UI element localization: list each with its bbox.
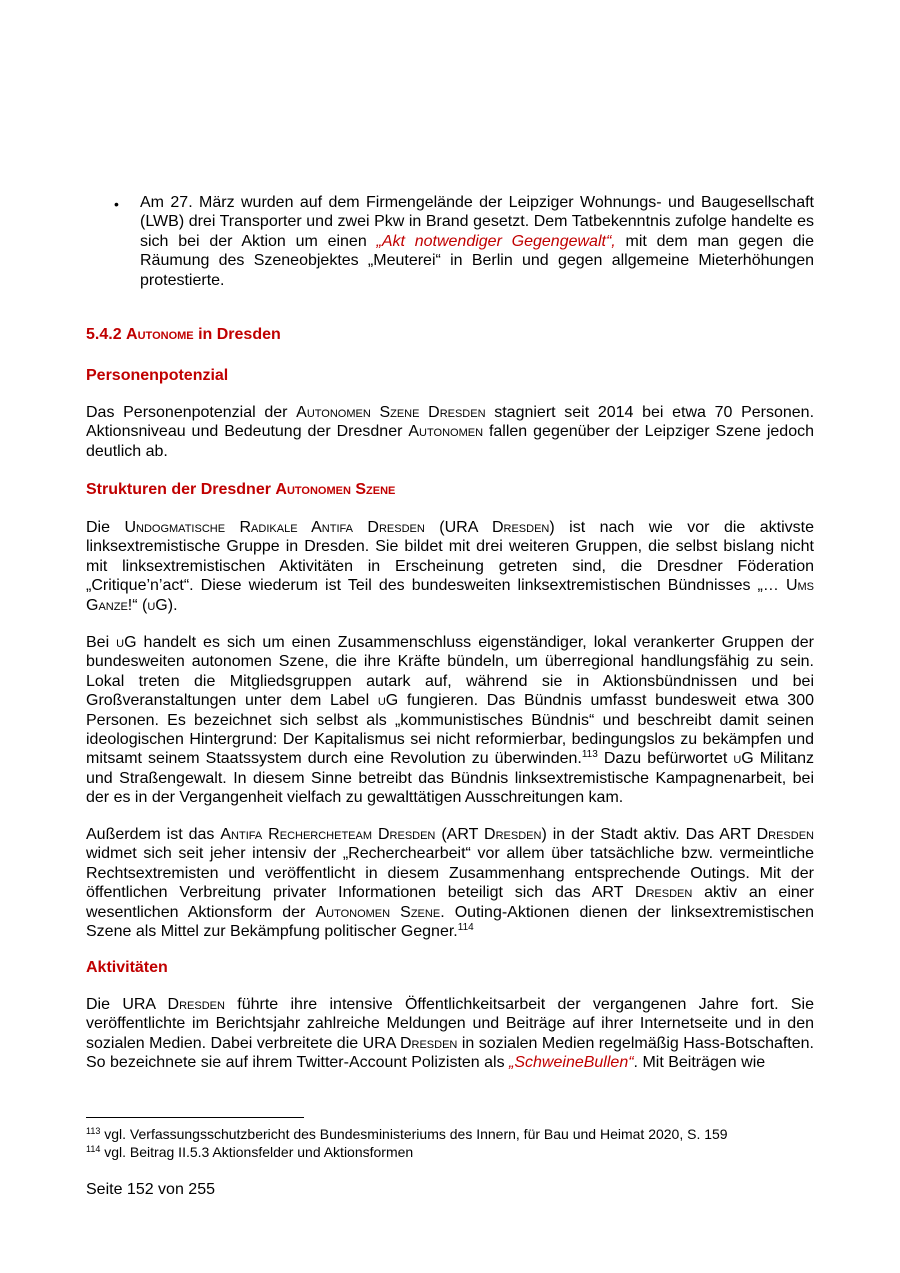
text-run-sc: uG: [377, 692, 399, 710]
bullet-icon: •: [114, 196, 119, 212]
section-number: 5.4.2: [86, 326, 122, 343]
bullet-text-end: mit dem man gegen die Räumung des Szeneobjektes „Meuterei“ in Berlin und gegen allgemeine Mieterhöhungen protestierte.: [140, 232, 814, 289]
footnote-114: [86, 1143, 413, 1161]
text-run-sc: Autonomen: [408, 423, 484, 441]
text-run: fallen gegenüber der Leipziger Szene jedoch deutlich ab.: [86, 423, 815, 460]
text-run: führte ihre intensive Öffentlichkeitsarbeit der vergangenen Jahre fort. Sie veröffentlichte im Berichtsjahr zahlreiche Meldungen und Beiträge auf ihrer Internetseite und in den sozialen Medien. Dabei verbreitete die URA: [86, 996, 815, 1052]
subheading-aktivitaeten: Aktivitäten: [86, 959, 168, 976]
text-run: aktiv an einer wesentlichen Aktionsform der: [86, 884, 815, 921]
page-number: Seite 152 von 255: [86, 1181, 215, 1198]
text-run-sc: Autonomen Szene Dresden: [296, 404, 486, 421]
text-run: fungieren. Das Bündnis umfasst bundesweit etwa 300 Personen. Es bezeichnet sich selbst als „kommunistisches Bündnis“ und beschreibt damit seinen ideologischen Hintergrund: Der Kapitalismus sei nicht reformierbar, bedingungslos zu bekämpfen und mitsamt seinem Staatssystem durch eine Revolution zu überwinden.: [86, 692, 815, 768]
text-run: Außerdem ist das: [86, 826, 221, 843]
text-run-sc: Ums Ganze!: [86, 577, 814, 614]
text-run-sc: Dresden: [399, 1034, 458, 1052]
text-run-sc: uG: [147, 596, 168, 614]
paragraph-aktivitaeten: [86, 995, 814, 1073]
text-run: “ (: [132, 596, 148, 614]
text-run-sc: Dresden: [634, 884, 693, 902]
footnote-number: 114: [86, 1144, 101, 1154]
text-run-sc: Antifa Rechercheteam Dresden: [220, 826, 436, 843]
subheading-strukturen: [86, 480, 814, 499]
text-run-sc: Autonomen Szene: [315, 903, 441, 921]
footnote-text: vgl. Verfassungsschutzbericht des Bundesministeriums des Innern, für Bau und Heimat 2020, S. 159: [100, 1126, 728, 1142]
text-run: Dazu befürwortet: [597, 750, 734, 768]
section-heading: [86, 325, 814, 344]
section-title-rest: in Dresden: [198, 326, 281, 343]
bullet-quote: „Akt notwendiger Gegengewalt“,: [376, 232, 616, 250]
bullet-paragraph: [140, 193, 814, 290]
text-run: . Mit Beiträgen wie: [633, 1054, 766, 1072]
footnote-divider: [86, 1117, 304, 1118]
text-run: (ART: [435, 826, 485, 843]
text-run: in sozialen Medien regelmäßig Hass-Botschaften. So bezeichnete sie auf ihrem Twitter-Account Polizisten als: [86, 1034, 814, 1072]
footnote-number: 113: [86, 1126, 101, 1136]
section-title-sc: Autonome: [126, 326, 194, 343]
text-run: Die URA: [86, 996, 168, 1013]
text-run: ) ist nach wie vor die aktivste linksextremistische Gruppe in Dresden. Sie bildet mit drei weiteren Gruppen, die selbst bislang nicht mit linksextremistischen Aktivitäten in Erscheinung getreten sind, die Dresdner Föderation „Critique’n’act“. Diese wiederum ist Teil des bundesweiten linksextremistischen Bündnisses „…: [86, 519, 814, 595]
subheading-personenpotenzial: Personenpotenzial: [86, 367, 229, 384]
text-run: handelt es sich um einen Zusammenschluss eigenständiger, lokal verankerter Gruppen der bundesweiten autonomen Szene, die ihre Kräfte bündeln, um überregional handlungsfähig zu sein. Lokal treten die Mitgliedsgruppen autark auf, während sie in Aktionsbündnissen und bei Großveranstaltungen unter dem Label: [86, 634, 814, 710]
text-run-sc: Dresden: [491, 519, 550, 536]
text-run: (URA: [424, 519, 492, 536]
text-run: ).: [167, 596, 178, 614]
text-run: widmet sich seit jeher intensiv der „Recherchearbeit“ vor allem über tatsächliche bzw. vermeintliche Rechtsextremisten und veröffentlicht in diesem Zusammenhang entsprechende Outings. Mit der öffentlichen Verbreitung privater Informationen beteiligt sich das ART: [86, 845, 814, 902]
subheading-text: Strukturen der Dresdner: [86, 481, 271, 498]
text-run-sc: Dresden: [167, 996, 225, 1013]
footnote-113: [86, 1125, 728, 1143]
footnote-reference[interactable]: 114: [457, 922, 474, 934]
quote-schweinebullen: „SchweineBullen“: [509, 1054, 634, 1072]
text-run-sc: uG: [733, 750, 754, 768]
footnote-text: vgl. Beitrag II.5.3 Aktionsfelder und Aktionsformen: [100, 1144, 414, 1160]
paragraph-ug: [86, 633, 814, 808]
text-run: ) in der Stadt aktiv. Das ART: [541, 826, 757, 843]
paragraph-personenpotenzial: [86, 403, 814, 461]
text-run: Bei: [86, 634, 117, 651]
text-run: stagniert seit 2014 bei etwa 70 Personen. Aktionsniveau und Bedeutung der Dresdner: [86, 404, 815, 441]
paragraph-ura: [86, 518, 814, 615]
bullet-text: Am 27. März wurden auf dem Firmengelände der Leipziger Wohnungs- und Baugesellschaft (LWB) drei Transporter und zwei Pkw in Brand gesetzt. Dem Tatbekenntnis zufolge handelte es sich bei der Aktion um einen: [140, 194, 814, 250]
footnote-reference[interactable]: 113: [581, 749, 598, 761]
paragraph-art: [86, 825, 814, 941]
text-run: . Outing-Aktionen dienen der linksextremistischen Szene als Mittel zur Bekämpfung politischer Gegner.: [86, 903, 815, 941]
text-run-sc: Undogmatische Radikale Antifa Dresden: [124, 519, 425, 536]
text-run-sc: Dresden: [756, 826, 814, 843]
text-run-sc: uG: [116, 634, 137, 651]
text-run: Militanz und Straßengewalt. In diesem Sinne betreibt das Bündnis linksextremistische Kampagnenarbeit, bei der es in der Vergangenheit vielfach zu gewalttätigen Ausschreitungen kam.: [86, 750, 815, 807]
subheading-text-sc: Autonomen Szene: [275, 481, 396, 498]
text-run: Die: [86, 519, 125, 536]
text-run: Das Personenpotenzial der: [86, 404, 297, 421]
text-run-sc: Dresden: [484, 826, 542, 843]
